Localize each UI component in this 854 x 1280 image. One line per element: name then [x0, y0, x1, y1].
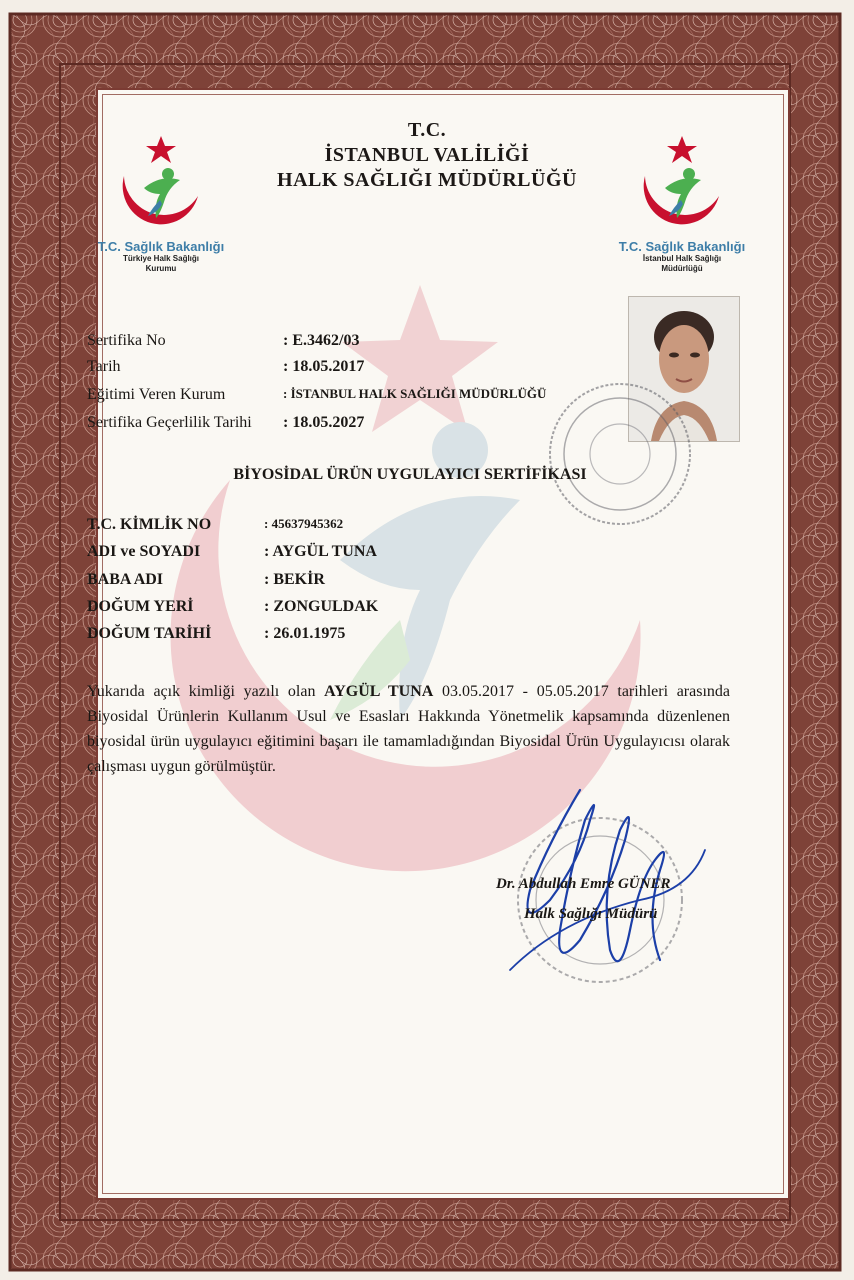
- info-label: Sertifika No: [87, 332, 166, 349]
- header-line-2: İSTANBUL VALİLİĞİ: [324, 144, 530, 166]
- person-value: : ZONGULDAK: [264, 598, 379, 615]
- person-label: T.C. KİMLİK NO: [87, 516, 212, 533]
- ministry-emblem-icon: [116, 136, 206, 232]
- info-value: : İSTANBUL HALK SAĞLIĞI MÜDÜRLÜĞÜ: [283, 386, 547, 401]
- logo-left-sub2: Kurumu: [145, 264, 177, 273]
- logo-right-sub1: İstanbul Halk Sağlığı: [642, 254, 722, 263]
- logo-left-sub1: Türkiye Halk Sağlığı: [122, 254, 200, 263]
- statement-part-1: Yukarıda açık kimliği yazılı olan: [87, 683, 325, 700]
- info-value: : 18.05.2027: [283, 414, 365, 431]
- official-seal-stamp: [540, 376, 700, 532]
- person-label: ADI ve SOYADI: [87, 543, 201, 560]
- info-label: Sertifika Geçerlilik Tarihi: [87, 414, 252, 431]
- person-label: DOĞUM TARİHİ: [87, 625, 212, 642]
- person-value: : AYGÜL TUNA: [264, 543, 377, 560]
- header-line-1: T.C.: [407, 119, 447, 141]
- signatory-title: Halk Sağlığı Müdürü: [524, 906, 658, 922]
- ministry-logo-right: [607, 136, 757, 274]
- statement-part-2: tarihleri arasında Biyosidal Ürünlerin Kullanım Usul ve Esasları Hakkında Yönetmelik kapsamında düzenlenen biyosidal ürün uygulayıcı eğitimini başarı ile tamamladığından Biyosidal Ürün Uygulayıcısı olarak çalışması uygun görülmüştür.: [87, 683, 731, 775]
- person-value: : 45637945362: [264, 516, 344, 531]
- certificate-title: BİYOSİDAL ÜRÜN UYGULAYICI SERTİFİKASI: [233, 466, 587, 483]
- logo-right-sub2: Müdürlüğü: [661, 264, 703, 273]
- info-label: Tarih: [87, 358, 121, 375]
- header-line-3: HALK SAĞLIĞI MÜDÜRLÜĞÜ: [277, 169, 577, 191]
- ministry-emblem-icon: [637, 136, 727, 232]
- certificate-statement: [87, 679, 730, 779]
- info-value: : 18.05.2017: [283, 358, 365, 375]
- signatory-name: Dr. Abdullah Emre GÜNER: [496, 876, 671, 892]
- statement-name: AYGÜL TUNA: [324, 683, 434, 700]
- logo-right-title: T.C. Sağlık Bakanlığı: [618, 239, 746, 254]
- info-label: Eğitimi Veren Kurum: [87, 386, 226, 403]
- person-label: DOĞUM YERİ: [87, 598, 194, 615]
- person-value: : BEKİR: [264, 571, 325, 588]
- info-value: : E.3462/03: [283, 332, 360, 349]
- logo-left-title: T.C. Sağlık Bakanlığı: [97, 239, 225, 254]
- person-value: : 26.01.1975: [264, 625, 346, 642]
- person-label: BABA ADI: [87, 571, 164, 588]
- ministry-logo-left: [86, 136, 236, 274]
- statement-dates: 03.05.2017 - 05.05.2017: [433, 683, 609, 700]
